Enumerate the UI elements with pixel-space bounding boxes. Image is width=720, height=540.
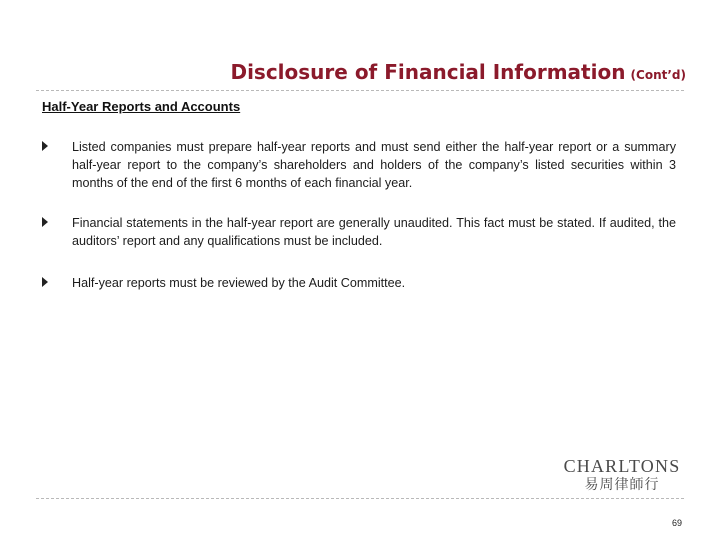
bullet-item — [42, 274, 676, 292]
bullet-text: Listed companies must prepare half-year reports and must send either the half-year report or a summary half-year report to the company’s shareholders and holders of the company’s listed securities within 3 months of the end of the first 6 months of each financial year. — [72, 140, 676, 190]
triangle-bullet-icon — [42, 141, 48, 151]
slide-title — [0, 60, 686, 84]
page-number: 69 — [671, 518, 682, 528]
logo-name-zh: 易周律師行 — [584, 477, 660, 493]
title-suffix: (Cont’d) — [630, 68, 686, 82]
section-heading: Half-Year Reports and Accounts — [42, 99, 241, 114]
logo-name-en: CHARLTONS — [563, 456, 681, 476]
charltons-logo — [560, 456, 684, 496]
bottom-divider — [36, 498, 684, 499]
triangle-bullet-icon — [42, 277, 48, 287]
title-text: Disclosure of Financial Information — [230, 60, 626, 84]
bullet-item — [42, 214, 676, 250]
bullet-text: Half-year reports must be reviewed by the Audit Committee. — [72, 276, 406, 290]
triangle-bullet-icon — [42, 217, 48, 227]
bullet-item — [42, 138, 676, 192]
top-divider — [36, 90, 684, 91]
bullet-text: Financial statements in the half-year report are generally unaudited. This fact must be stated. If audited, the auditors’ report and any qualifications must be included. — [72, 216, 676, 248]
